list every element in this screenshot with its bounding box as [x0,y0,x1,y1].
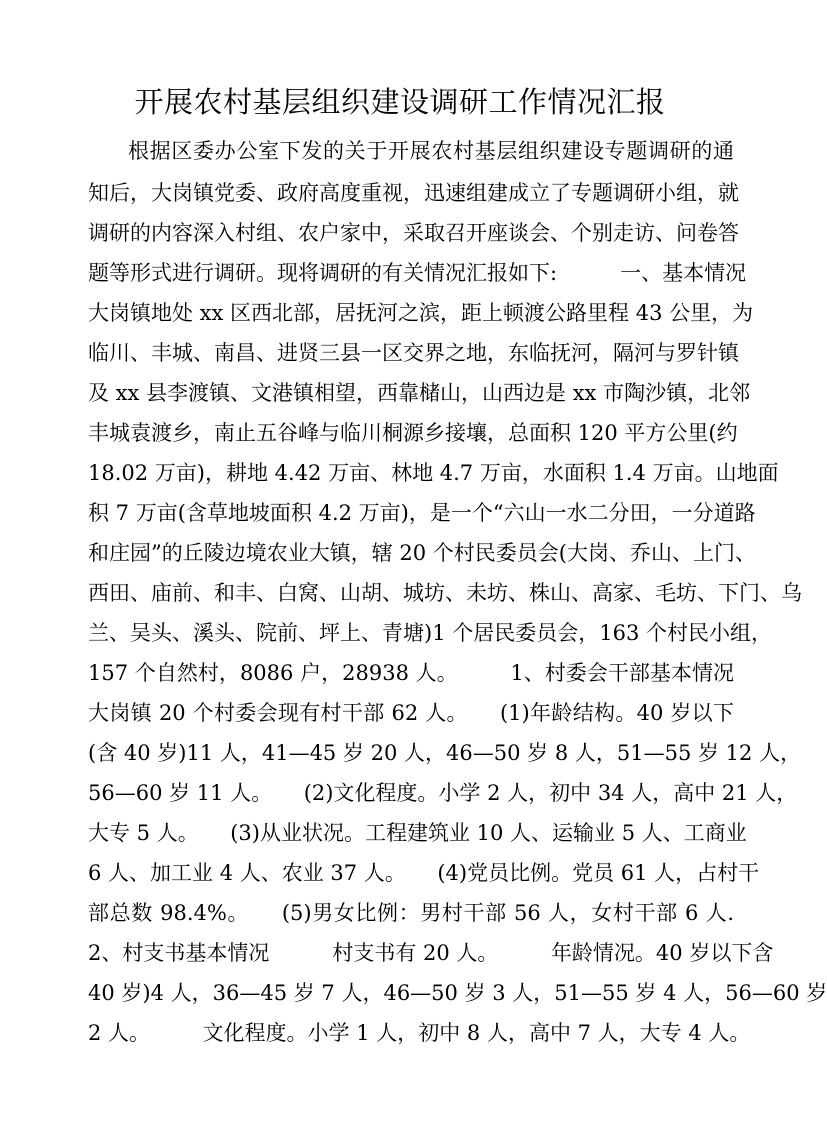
body-line: 丰城袁渡乡，南止五谷峰与临川桐源乡接壤，总面积 120 平方公里(约 [88,421,738,445]
body-line: 西田、庙前、和丰、白窝、山胡、城坊、未坊、株山、高家、毛坊、下门、乌 [88,581,802,605]
body-line: 2、村支书基本情况 村支书有 20 人。 年龄情况。40 岁以下含 [88,941,774,965]
body-line: 积 7 万亩(含草地坡面积 4.2 万亩)，是一个“六山一水二分田，一分道路 [88,501,756,525]
body-line: 157 个自然村，8086 户，28938 人。 1、村委会干部基本情况 [88,661,734,685]
body-line: 大岗镇地处 xx 区西北部，居抚河之滨，距上顿渡公路里程 43 公里，为 [88,301,754,325]
page-title: 开展农村基层组织建设调研工作情况汇报 [134,85,666,119]
body-line: 临川、丰城、南昌、进贤三县一区交界之地，东临抚河，隔河与罗针镇 [88,341,739,365]
body-line: 题等形式进行调研。现将调研的有关情况汇报如下: 一、基本情况 [88,261,747,285]
body-line: 56—60 岁 11 人。 (2)文化程度。小学 2 人，初中 34 人，高中 21 人， [88,781,798,805]
body-line: 知后，大岗镇党委、政府高度重视，迅速组建成立了专题调研小组，就 [88,181,739,205]
body-line: 调研的内容深入村组、农户家中，采取召开座谈会、个别走访、问卷答 [88,221,739,245]
body-line: 和庄园”的丘陵边境农业大镇，辖 20 个村民委员会(大岗、乔山、上门、 [88,541,756,565]
body-line: 18.02 万亩)，耕地 4.42 万亩、林地 4.7 万亩，水面积 1.4 万亩。山地面 [88,461,779,485]
body-line: 2 人。 文化程度。小学 1 人，初中 8 人，高中 7 人，大专 4 人。 [88,1021,751,1045]
body-line: 40 岁)4 人，36—45 岁 7 人，46—50 岁 3 人，51—55 岁 4 人，56—60 岁 [88,981,827,1005]
body-line: 及 xx 县李渡镇、文港镇相望，西靠槠山，山西边是 xx 市陶沙镇，北邻 [88,381,751,405]
body-line: 大专 5 人。 (3)从业状况。工程建筑业 10 人、运输业 5 人、工商业 [88,821,747,845]
body-line: (含 40 岁)11 人，41—45 岁 20 人，46—50 岁 8 人，51—55 岁 12 人， [88,741,802,765]
body-line: 兰、吴头、溪头、院前、坪上、青塘)1 个居民委员会，163 个村民小组， [88,621,772,645]
body-line: 部总数 98.4%。 (5)男女比例：男村干部 56 人，女村干部 6 人. [88,901,734,925]
body-line: 根据区委办公室下发的关于开展农村基层组织建设专题调研的通 [128,139,734,163]
body-line: 6 人、加工业 4 人、农业 37 人。 (4)党员比例。党员 61 人，占村干 [88,861,760,885]
body-line: 大岗镇 20 个村委会现有村干部 62 人。 (1)年龄结构。40 岁以下 [88,701,734,725]
